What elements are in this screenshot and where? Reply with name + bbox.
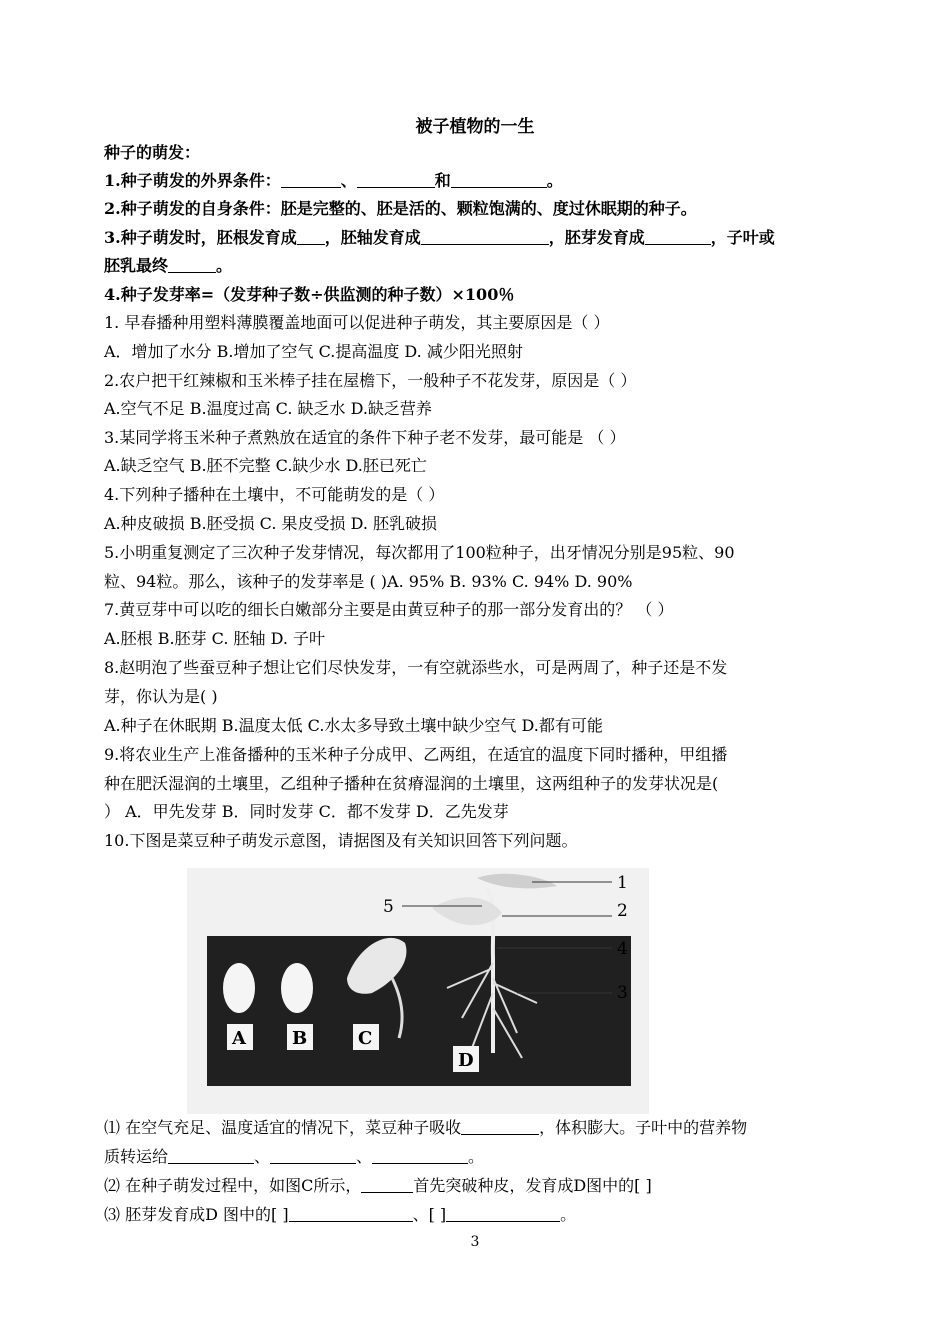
label-d: D [458,1050,474,1071]
label-a: A [232,1028,246,1049]
blank[interactable] [168,1147,254,1164]
question-2: 2.农户把干红辣椒和玉米棒子挂在屋檐下，一般种子不花发芽，原因是（ ） [104,371,637,390]
blank[interactable] [168,256,216,273]
page-title: 被子植物的一生 [415,117,535,137]
question-5-cont: 粒、94粒。那么，该种子的发芽率是 ( )A. 95% B. 93% C. 94% D. 90% [104,572,633,591]
question-1: 1. 早春播种用塑料薄膜覆盖地面可以促进种子萌发，其主要原因是（ ） [104,313,610,332]
blank[interactable] [421,228,549,245]
question-3-options: A.缺乏空气 B.胚不完整 C.缺少水 D.胚已死亡 [104,456,427,475]
fact-4: 4.种子发芽率=（发芽种子数÷供监测的种子数）×100％ [104,285,515,304]
blank[interactable] [357,171,435,188]
label-1: 1 [617,873,628,893]
blank[interactable] [645,228,711,245]
blank[interactable] [289,1205,413,1222]
blank[interactable] [361,1176,413,1193]
seed-germination-figure [187,868,649,1114]
seed-b-icon [281,963,313,1013]
answer-3: ⑶ 胚芽发育成D 图中的[ ] 、[ ] 。 [104,1205,577,1224]
answer-2: ⑵ 在种子萌发过程中，如图C所示， 首先突破种皮，发育成D图中的[ ] [104,1176,652,1195]
question-4-options: A.种皮破损 B.胚受损 C. 果皮受损 D. 胚乳破损 [104,514,438,533]
question-9-options: ） A．甲先发芽 B．同时发芽 C．都不发芽 D．乙先发芽 [104,802,509,821]
question-9: 9.将农业生产上准备播种的玉米种子分成甲、乙两组，在适宜的温度下同时播种，甲组播 [104,745,728,764]
question-5: 5.小明重复测定了三次种子发芽情况，每次都用了100粒种子，出牙情况分别是95粒、90 [104,543,735,562]
label-3: 3 [617,983,628,1003]
fact-1: 1.种子萌发的外界条件： 、 和 。 [104,171,563,190]
label-2: 2 [617,901,628,921]
answer-1: ⑴ 在空气充足、温度适宜的情况下，菜豆种子吸收 ，体积膨大。子叶中的营养物 [104,1118,748,1137]
answer-1-cont: 质转运给 、 、 。 [104,1147,485,1166]
label-5: 5 [383,897,394,917]
section-heading: 种子的萌发： [104,143,201,162]
question-8: 8.赵明泡了些蚕豆种子想让它们尽快发芽，一有空就添些水，可是两周了，种子还是不发 [104,658,728,677]
blank[interactable] [451,171,547,188]
question-8-cont: 芽，你认为是( ) [104,687,218,706]
question-10: 10.下图是菜豆种子萌发示意图，请据图及有关知识回答下列问题。 [104,831,578,850]
label-4: 4 [617,939,628,959]
question-3: 3.某同学将玉米种子煮熟放在适宜的条件下种子老不发芽，最可能是 （ ） [104,428,626,447]
fact-2: 2.种子萌发的自身条件：胚是完整的、胚是活的、颗粒饱满的、度过休眠期的种子。 [104,199,697,218]
label-c: C [358,1028,373,1049]
blank[interactable] [461,1118,539,1135]
page-number: 3 [470,1234,480,1250]
question-8-options: A.种子在休眠期 B.温度太低 C.水太多导致土壤中缺少空气 D.都有可能 [104,716,603,735]
blank[interactable] [281,171,341,188]
soil-panel [207,936,631,1086]
question-4: 4.下列种子播种在土壤中，不可能萌发的是（ ） [104,485,445,504]
question-2-options: A.空气不足 B.温度过高 C. 缺乏水 D.缺乏营养 [104,399,432,418]
question-9-cont: 种在肥沃湿润的土壤里，乙组种子播种在贫瘠湿润的土壤里，这两组种子的发芽状况是( [104,774,719,793]
question-7-options: A.胚根 B.胚芽 C. 胚轴 D. 子叶 [104,629,326,648]
label-b: B [292,1028,308,1049]
blank[interactable] [372,1147,468,1164]
blank[interactable] [270,1147,356,1164]
question-1-options: A．增加了水分 B.增加了空气 C.提高温度 D. 减少阳光照射 [104,342,523,361]
fact-3: 3.种子萌发时，胚根发育成 ，胚轴发育成 ，胚芽发育成 ，子叶或 [104,228,775,247]
seed-a-icon [223,963,255,1013]
blank[interactable] [446,1205,560,1222]
blank[interactable] [297,228,325,245]
question-7: 7.黄豆芽中可以吃的细长白嫩部分主要是由黄豆种子的那一部分发育出的？ （ ） [104,600,674,619]
fact-3-cont: 胚乳最终 。 [104,256,233,275]
